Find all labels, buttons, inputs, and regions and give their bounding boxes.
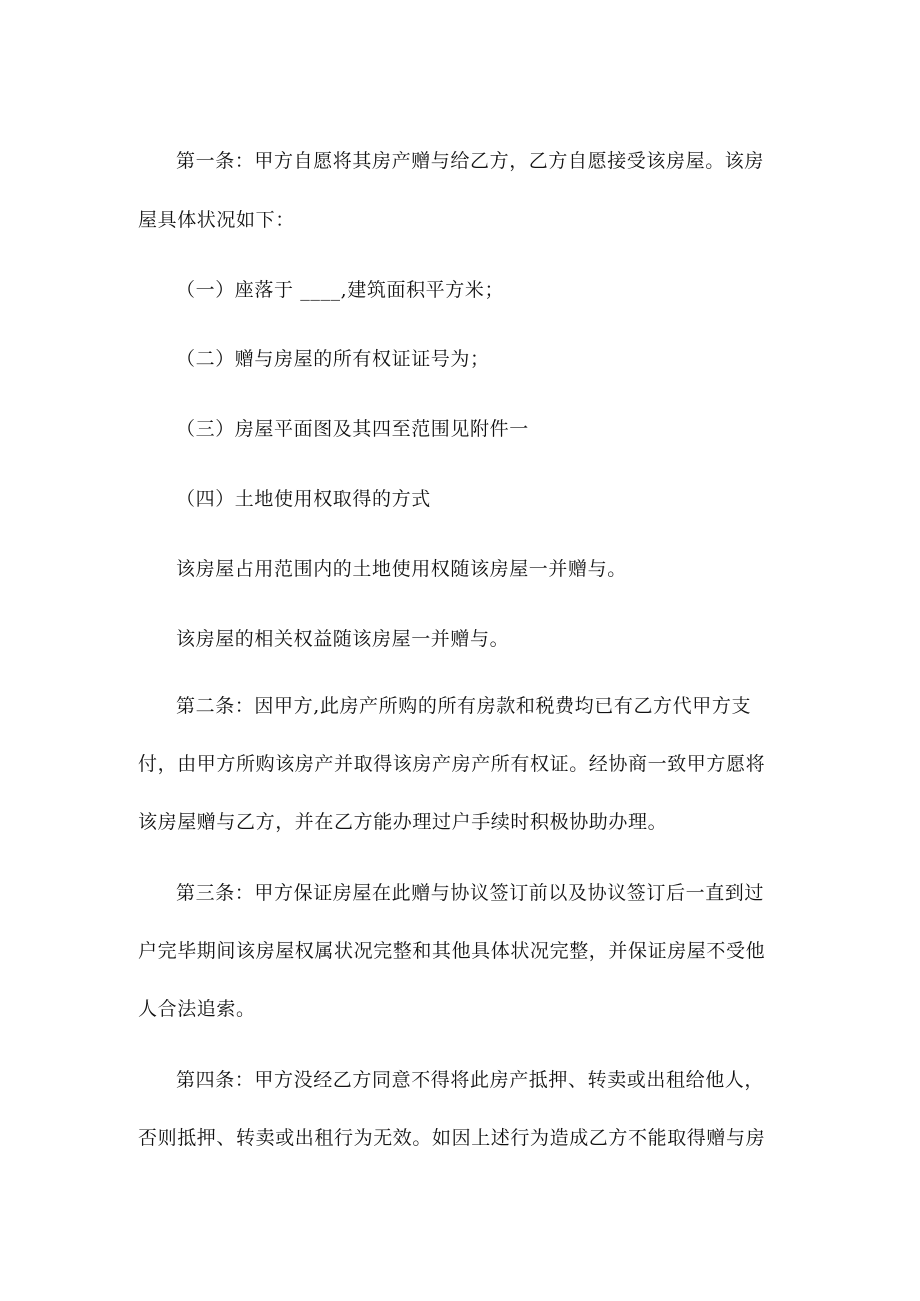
article-4-line-1: 第四条：甲方没经乙方同意不得将此房产抵押、转卖或出租给他人， — [176, 1069, 765, 1091]
article-3-line-3: 人合法追索。 — [138, 998, 256, 1020]
article-2-line-1: 第二条：因甲方,此房产所购的所有房款和税费均已有乙方代甲方支 — [176, 695, 752, 717]
article-1-line-1: 第一条：甲方自愿将其房产赠与给乙方，乙方自愿接受该房屋。该房 — [176, 150, 765, 172]
article-3-line-1: 第三条：甲方保证房屋在此赠与协议签订前以及协议签订后一直到过 — [176, 882, 765, 904]
article-3-line-2: 户完毕期间该房屋权属状况完整和其他具体状况完整，并保证房屋不受他 — [138, 940, 766, 962]
item-2-certificate: （二）赠与房屋的所有权证证号为； — [176, 348, 490, 370]
article-2-line-2: 付，由甲方所购该房产并取得该房产房产所有权证。经协商一致甲方愿将 — [138, 753, 766, 775]
item-3-floor-plan: （三）房屋平面图及其四至范围见附件一 — [176, 418, 529, 440]
item-1-location: （一）座落于 ____,建筑面积平方米； — [176, 279, 505, 301]
land-use-right-paragraph: 该房屋占用范围内的土地使用权随该房屋一并赠与。 — [176, 558, 627, 580]
article-1-line-2: 屋具体状况如下： — [138, 209, 295, 231]
article-2-line-3: 该房屋赠与乙方，并在乙方能办理过户手续时积极协助办理。 — [138, 811, 668, 833]
item-4-land-use: （四）土地使用权取得的方式 — [176, 488, 431, 510]
article-4-line-2: 否则抵押、转卖或出租行为无效。如因上述行为造成乙方不能取得赠与房 — [138, 1127, 766, 1149]
related-rights-paragraph: 该房屋的相关权益随该房屋一并赠与。 — [176, 628, 510, 650]
